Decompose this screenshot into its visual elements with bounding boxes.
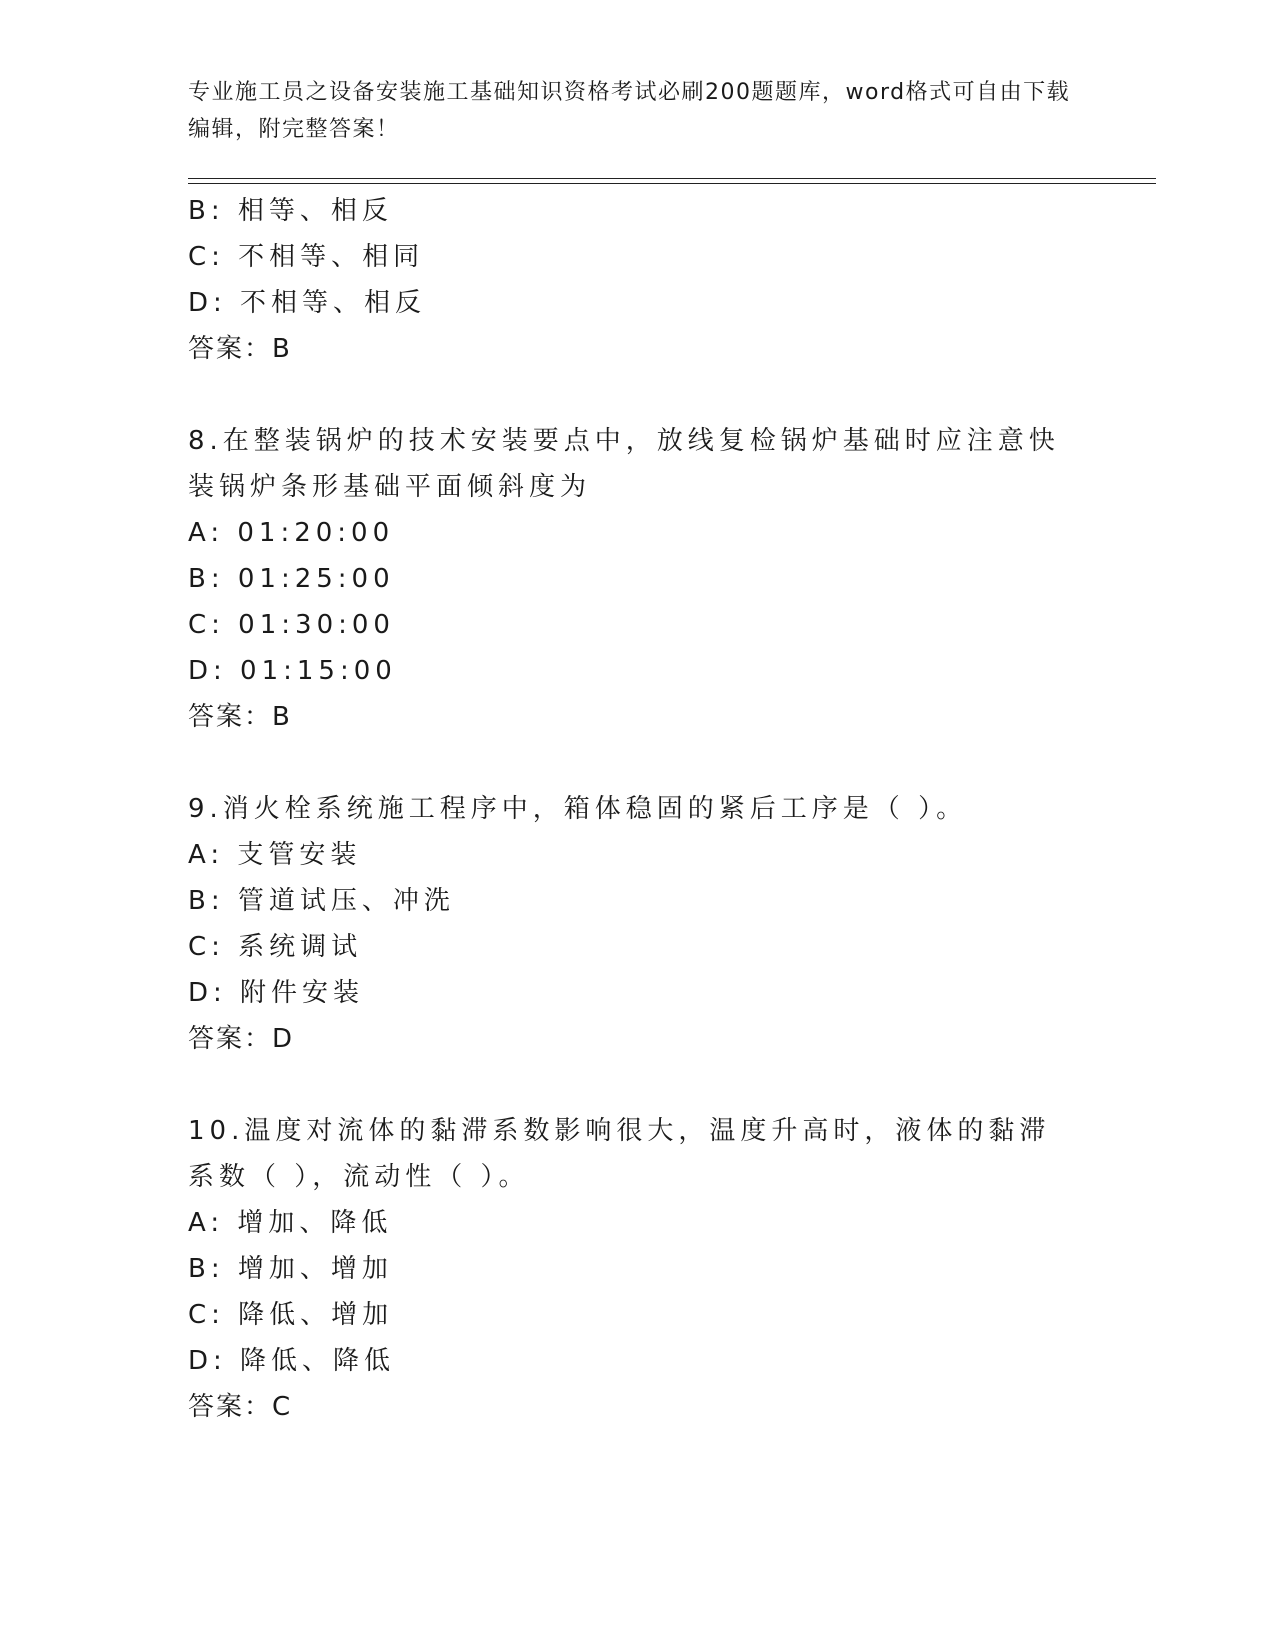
option-d: D: 降低、降低 [188, 1346, 396, 1376]
option-a: A: 01:20:00 [188, 518, 395, 548]
option-d: D: 不相等、相反 [188, 288, 427, 318]
option-b: B: 管道试压、冲洗 [188, 886, 455, 916]
document-title: 专业施工员之设备安装施工基础知识资格考试必刷200题题库，word格式可自由下载编辑，附完整答案！ [188, 80, 1071, 142]
option-d: D: 01:15:00 [188, 656, 397, 686]
question-list [188, 188, 1088, 1476]
answer-label: 答案：B [188, 334, 292, 364]
option-c: C: 01:30:00 [188, 610, 395, 640]
header-divider-top [188, 178, 1156, 179]
option-b: B: 01:25:00 [188, 564, 395, 594]
option-a: A: 增加、降低 [188, 1208, 393, 1238]
option-c: C: 不相等、相同 [188, 242, 425, 272]
answer-label: 答案：C [188, 1392, 293, 1422]
previous-question-block [188, 188, 1088, 372]
question-10 [188, 1108, 1088, 1430]
option-d: D: 附件安装 [188, 978, 365, 1008]
question-text: 10.温度对流体的黏滞系数影响很大，温度升高时，液体的黏滞系数（ ），流动性（ ）。 [188, 1116, 1051, 1192]
question-8 [188, 418, 1088, 740]
question-9 [188, 786, 1088, 1062]
option-c: C: 降低、增加 [188, 1300, 394, 1330]
option-b: B: 增加、增加 [188, 1254, 393, 1284]
option-a: A: 支管安装 [188, 840, 362, 870]
answer-label: 答案：D [188, 1024, 295, 1054]
option-c: C: 系统调试 [188, 932, 363, 962]
header-divider-bottom [188, 183, 1156, 184]
question-text: 9.消火栓系统施工程序中，箱体稳固的紧后工序是（ ）。 [188, 794, 968, 824]
option-b: B: 相等、相反 [188, 196, 393, 226]
answer-label: 答案：B [188, 702, 292, 732]
question-text: 8.在整装锅炉的技术安装要点中，放线复检锅炉基础时应注意快装锅炉条形基础平面倾斜度为 [188, 426, 1060, 502]
